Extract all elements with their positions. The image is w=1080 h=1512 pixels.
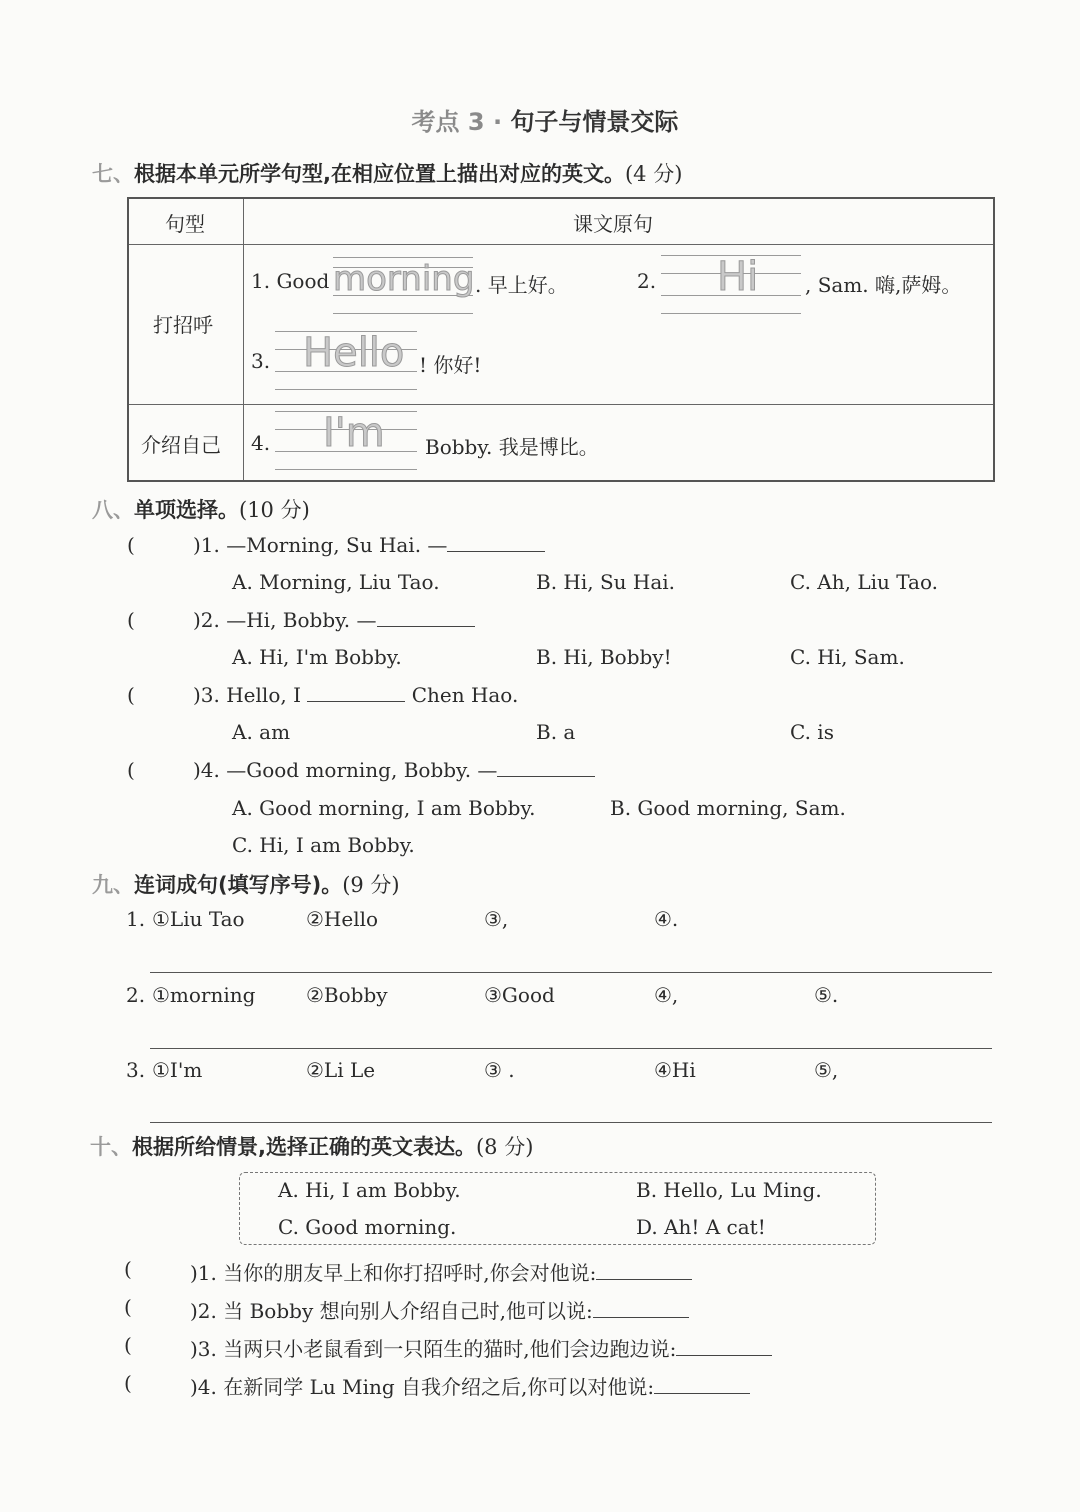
topic-title: 句子与情景交际 [510, 108, 679, 136]
option-b: B. a [536, 720, 576, 744]
answer-blank[interactable] [654, 1375, 750, 1394]
row-1-number: 1. [126, 907, 146, 931]
item-4-prefix: 4. [251, 431, 271, 455]
section-7-instruction: 根据本单元所学句型,在相应位置上描出对应的英文。 [134, 162, 625, 186]
option-c: C. is [790, 720, 834, 744]
answer-paren[interactable]: ( [124, 1371, 132, 1395]
answer-blank[interactable] [377, 608, 475, 627]
option-b: B. Hello, Lu Ming. [636, 1178, 822, 1202]
section-10-title [90, 1131, 533, 1161]
topic-tag: 考点 3 · [411, 108, 503, 136]
section-8-title [92, 494, 310, 524]
answer-blank[interactable] [593, 1299, 689, 1318]
item-3-prefix: 3. [251, 349, 271, 373]
section-10-points: (8 分) [475, 1135, 534, 1159]
traced-word-hello: Hello [303, 330, 405, 376]
item-2-prefix: 2. [637, 269, 657, 293]
answer-blank[interactable] [447, 533, 545, 552]
option-c: C. Hi, I am Bobby. [232, 833, 415, 857]
item-1-prefix: 1. Good [251, 269, 330, 293]
traced-word-hi: Hi [717, 254, 759, 300]
section-9-number: 九、 [92, 873, 134, 897]
answer-paren[interactable]: ( [124, 1295, 132, 1319]
option-b: B. Hi, Bobby! [536, 645, 672, 669]
section-7-points: (4 分) [624, 162, 683, 186]
word-card: ⑤. [814, 983, 839, 1007]
answer-paren[interactable]: ( [127, 608, 135, 632]
word-card: ①morning [152, 983, 256, 1007]
scenario-3: )3. 当两只小老鼠看到一只陌生的猫时,他们会边跑边说: [190, 1333, 772, 1362]
section-7-number: 七、 [92, 162, 134, 186]
item-4-suffix: Bobby. 我是博比。 [425, 435, 599, 459]
section-9-title [92, 869, 400, 899]
question-1-stem: )1. —Morning, Su Hai. — [193, 533, 545, 557]
answer-paren[interactable]: ( [124, 1257, 132, 1281]
option-a: A. am [232, 720, 291, 744]
scenario-1: )1. 当你的朋友早上和你打招呼时,你会对他说: [190, 1257, 692, 1286]
word-card: ④. [654, 907, 679, 931]
answer-blank[interactable] [497, 758, 595, 777]
word-card: ①Liu Tao [152, 907, 245, 931]
row-2-number: 2. [126, 983, 146, 1007]
option-a: A. Morning, Liu Tao. [232, 570, 440, 594]
answer-paren[interactable]: ( [124, 1333, 132, 1357]
row-introduce-label: 介绍自己 [141, 433, 221, 457]
scenario-4: )4. 在新同学 Lu Ming 自我介绍之后,你可以对他说: [190, 1371, 750, 1400]
row-3-number: 3. [126, 1058, 146, 1082]
option-a: A. Hi, I'm Bobby. [232, 645, 402, 669]
item-2-suffix: , Sam. 嗨,萨姆。 [805, 273, 962, 297]
page-title [0, 102, 1080, 137]
word-card: ①I'm [152, 1058, 203, 1082]
option-c: C. Good morning. [278, 1215, 457, 1239]
item-1-suffix: . 早上好。 [475, 273, 568, 297]
answer-line[interactable] [150, 1048, 992, 1049]
section-7-title [92, 158, 682, 188]
scenario-2: )2. 当 Bobby 想向别人介绍自己时,他可以说: [190, 1295, 689, 1324]
section-9-instruction: 连词成句(填写序号)。 [134, 873, 343, 897]
question-3-stem: )3. Hello, I Chen Hao. [193, 683, 519, 707]
answer-blank[interactable] [596, 1261, 692, 1280]
word-card: ②Hello [306, 907, 379, 931]
question-2-stem: )2. —Hi, Bobby. — [193, 608, 475, 632]
word-card: ④Hi [654, 1058, 696, 1082]
section-10-instruction: 根据所给情景,选择正确的英文表达。 [132, 1135, 476, 1159]
word-card: ③, [484, 907, 509, 931]
section-10-number: 十、 [90, 1135, 132, 1159]
option-d: D. Ah! A cat! [636, 1215, 766, 1239]
answer-line[interactable] [150, 1122, 992, 1123]
word-card: ⑤, [814, 1058, 839, 1082]
option-a: A. Hi, I am Bobby. [278, 1178, 461, 1202]
row-greeting-label: 打招呼 [153, 313, 213, 337]
answer-line[interactable] [150, 972, 992, 973]
traced-word-morning: morning [333, 259, 475, 299]
traced-word-im: I'm [323, 410, 385, 456]
section-9-points: (9 分) [342, 873, 400, 897]
answer-blank[interactable] [676, 1337, 772, 1356]
option-b: B. Good morning, Sam. [610, 796, 846, 820]
answer-paren[interactable]: ( [127, 683, 135, 707]
word-card: ③ . [484, 1058, 515, 1082]
question-4-stem: )4. —Good morning, Bobby. — [193, 758, 595, 782]
header-original-sentence: 课文原句 [573, 212, 653, 236]
section-8-points: (10 分) [239, 498, 310, 522]
word-card: ③Good [484, 983, 555, 1007]
option-c: C. Hi, Sam. [790, 645, 905, 669]
item-3-suffix: ! 你好! [419, 353, 482, 377]
section-8-number: 八、 [92, 498, 134, 522]
header-sentence-type: 句型 [165, 212, 205, 236]
option-b: B. Hi, Su Hai. [536, 570, 676, 594]
word-card: ②Li Le [306, 1058, 376, 1082]
answer-paren[interactable]: ( [127, 533, 135, 557]
option-c: C. Ah, Liu Tao. [790, 570, 939, 594]
section-8-instruction: 单项选择。 [134, 498, 239, 522]
word-card: ②Bobby [306, 983, 388, 1007]
answer-blank[interactable] [307, 683, 405, 702]
option-a: A. Good morning, I am Bobby. [232, 796, 536, 820]
answer-paren[interactable]: ( [127, 758, 135, 782]
word-card: ④, [654, 983, 679, 1007]
sentence-table [127, 197, 995, 482]
